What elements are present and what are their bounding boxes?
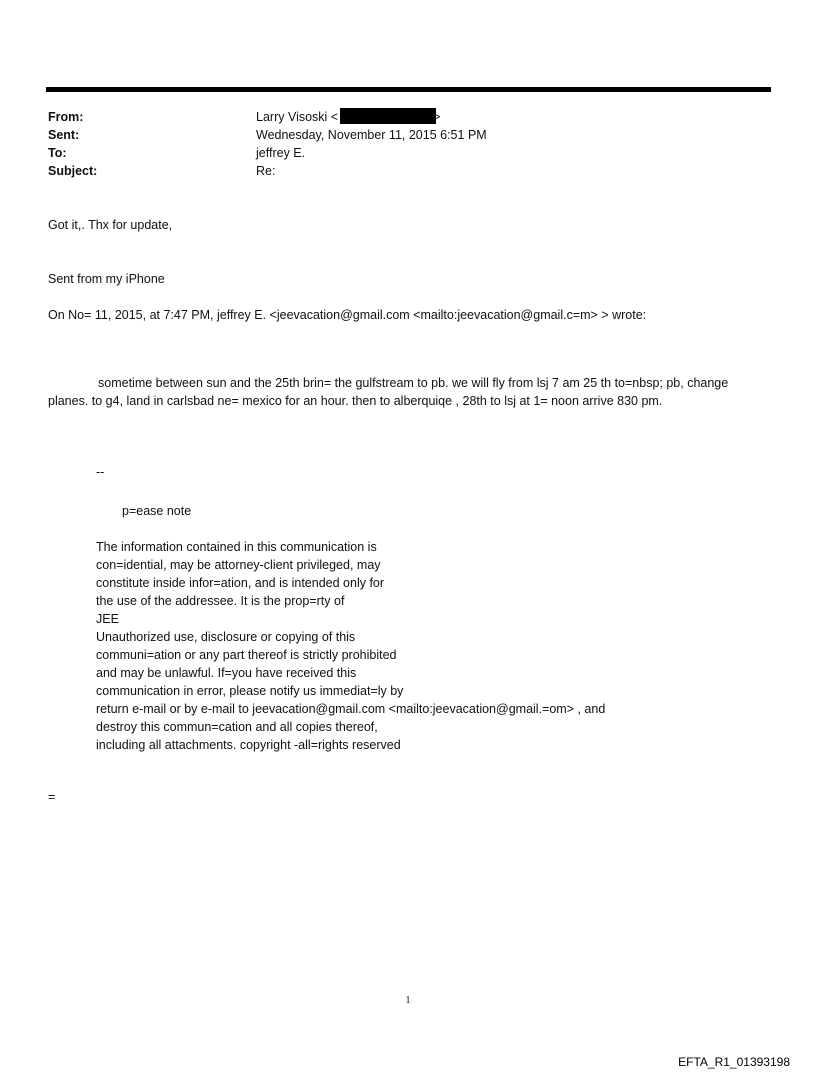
from-name: Larry Visoski < bbox=[256, 110, 339, 124]
signature-note: p=ease note bbox=[122, 504, 192, 518]
disclaimer-line: return e-mail or by e-mail to jeevacation@gmail.com <mailto:jeevacation@gmail.=om> , and bbox=[96, 702, 606, 716]
sent-label: Sent: bbox=[48, 128, 80, 142]
quote-intro-line: On No= 11, 2015, at 7:47 PM, jeffrey E. <jeevacation@gmail.com <mailto:jeevacation@gmail.c=m> > wrote: bbox=[48, 308, 647, 322]
subject-value: Re: bbox=[256, 164, 276, 178]
to-value: jeffrey E. bbox=[256, 146, 306, 160]
disclaimer-line: JEE bbox=[96, 612, 119, 626]
disclaimer-line: including all attachments. copyright -all=rights reserved bbox=[96, 738, 401, 752]
disclaimer-line: constitute inside infor=ation, and is intended only for bbox=[96, 576, 385, 590]
sent-row bbox=[48, 126, 748, 144]
sent-value: Wednesday, November 11, 2015 6:51 PM bbox=[256, 128, 487, 142]
header-divider-rule bbox=[46, 87, 771, 92]
disclaimer-line: Unauthorized use, disclosure or copying of this bbox=[96, 630, 356, 644]
from-label: From: bbox=[48, 110, 84, 124]
page-number: 1 bbox=[405, 995, 411, 1006]
from-close: > bbox=[433, 110, 441, 124]
disclaimer-line: con=idential, may be attorney-client privileged, may bbox=[96, 558, 381, 572]
subject-label: Subject: bbox=[48, 164, 98, 178]
subject-row bbox=[48, 162, 748, 180]
to-row bbox=[48, 144, 748, 162]
disclaimer-line: the use of the addressee. It is the prop=rty of bbox=[96, 594, 345, 608]
disclaimer-line: The information contained in this communication is bbox=[96, 540, 377, 554]
reply-line: Got it,. Thx for update, bbox=[48, 218, 173, 232]
to-label: To: bbox=[48, 146, 67, 160]
bates-number: EFTA_R1_01393198 bbox=[678, 1055, 790, 1069]
trailing-equals: = bbox=[48, 790, 56, 804]
sent-from-line: Sent from my iPhone bbox=[48, 272, 165, 286]
redaction-box bbox=[340, 108, 436, 124]
disclaimer-line: destroy this commun=cation and all copies thereof, bbox=[96, 720, 378, 734]
from-row bbox=[48, 108, 748, 126]
disclaimer-line: and may be unlawful. If=you have received this bbox=[96, 666, 357, 680]
from-value bbox=[256, 108, 748, 126]
email-header bbox=[48, 108, 748, 180]
quoted-message: sometime between sun and the 25th brin= the gulfstream to pb. we will fly from lsj 7 am 25 th to=nbsp; pb, change planes. to g4, land in carlsbad ne= mexico for an hour. then to alberquiqe , 28th to lsj at 1= noon arrive 830 pm. bbox=[48, 376, 729, 408]
signature-dash: -- bbox=[96, 465, 105, 479]
confidentiality-disclaimer bbox=[96, 538, 716, 754]
disclaimer-line: communication in error, please notify us immediat=ly by bbox=[96, 684, 404, 698]
disclaimer-line: communi=ation or any part thereof is strictly prohibited bbox=[96, 648, 397, 662]
